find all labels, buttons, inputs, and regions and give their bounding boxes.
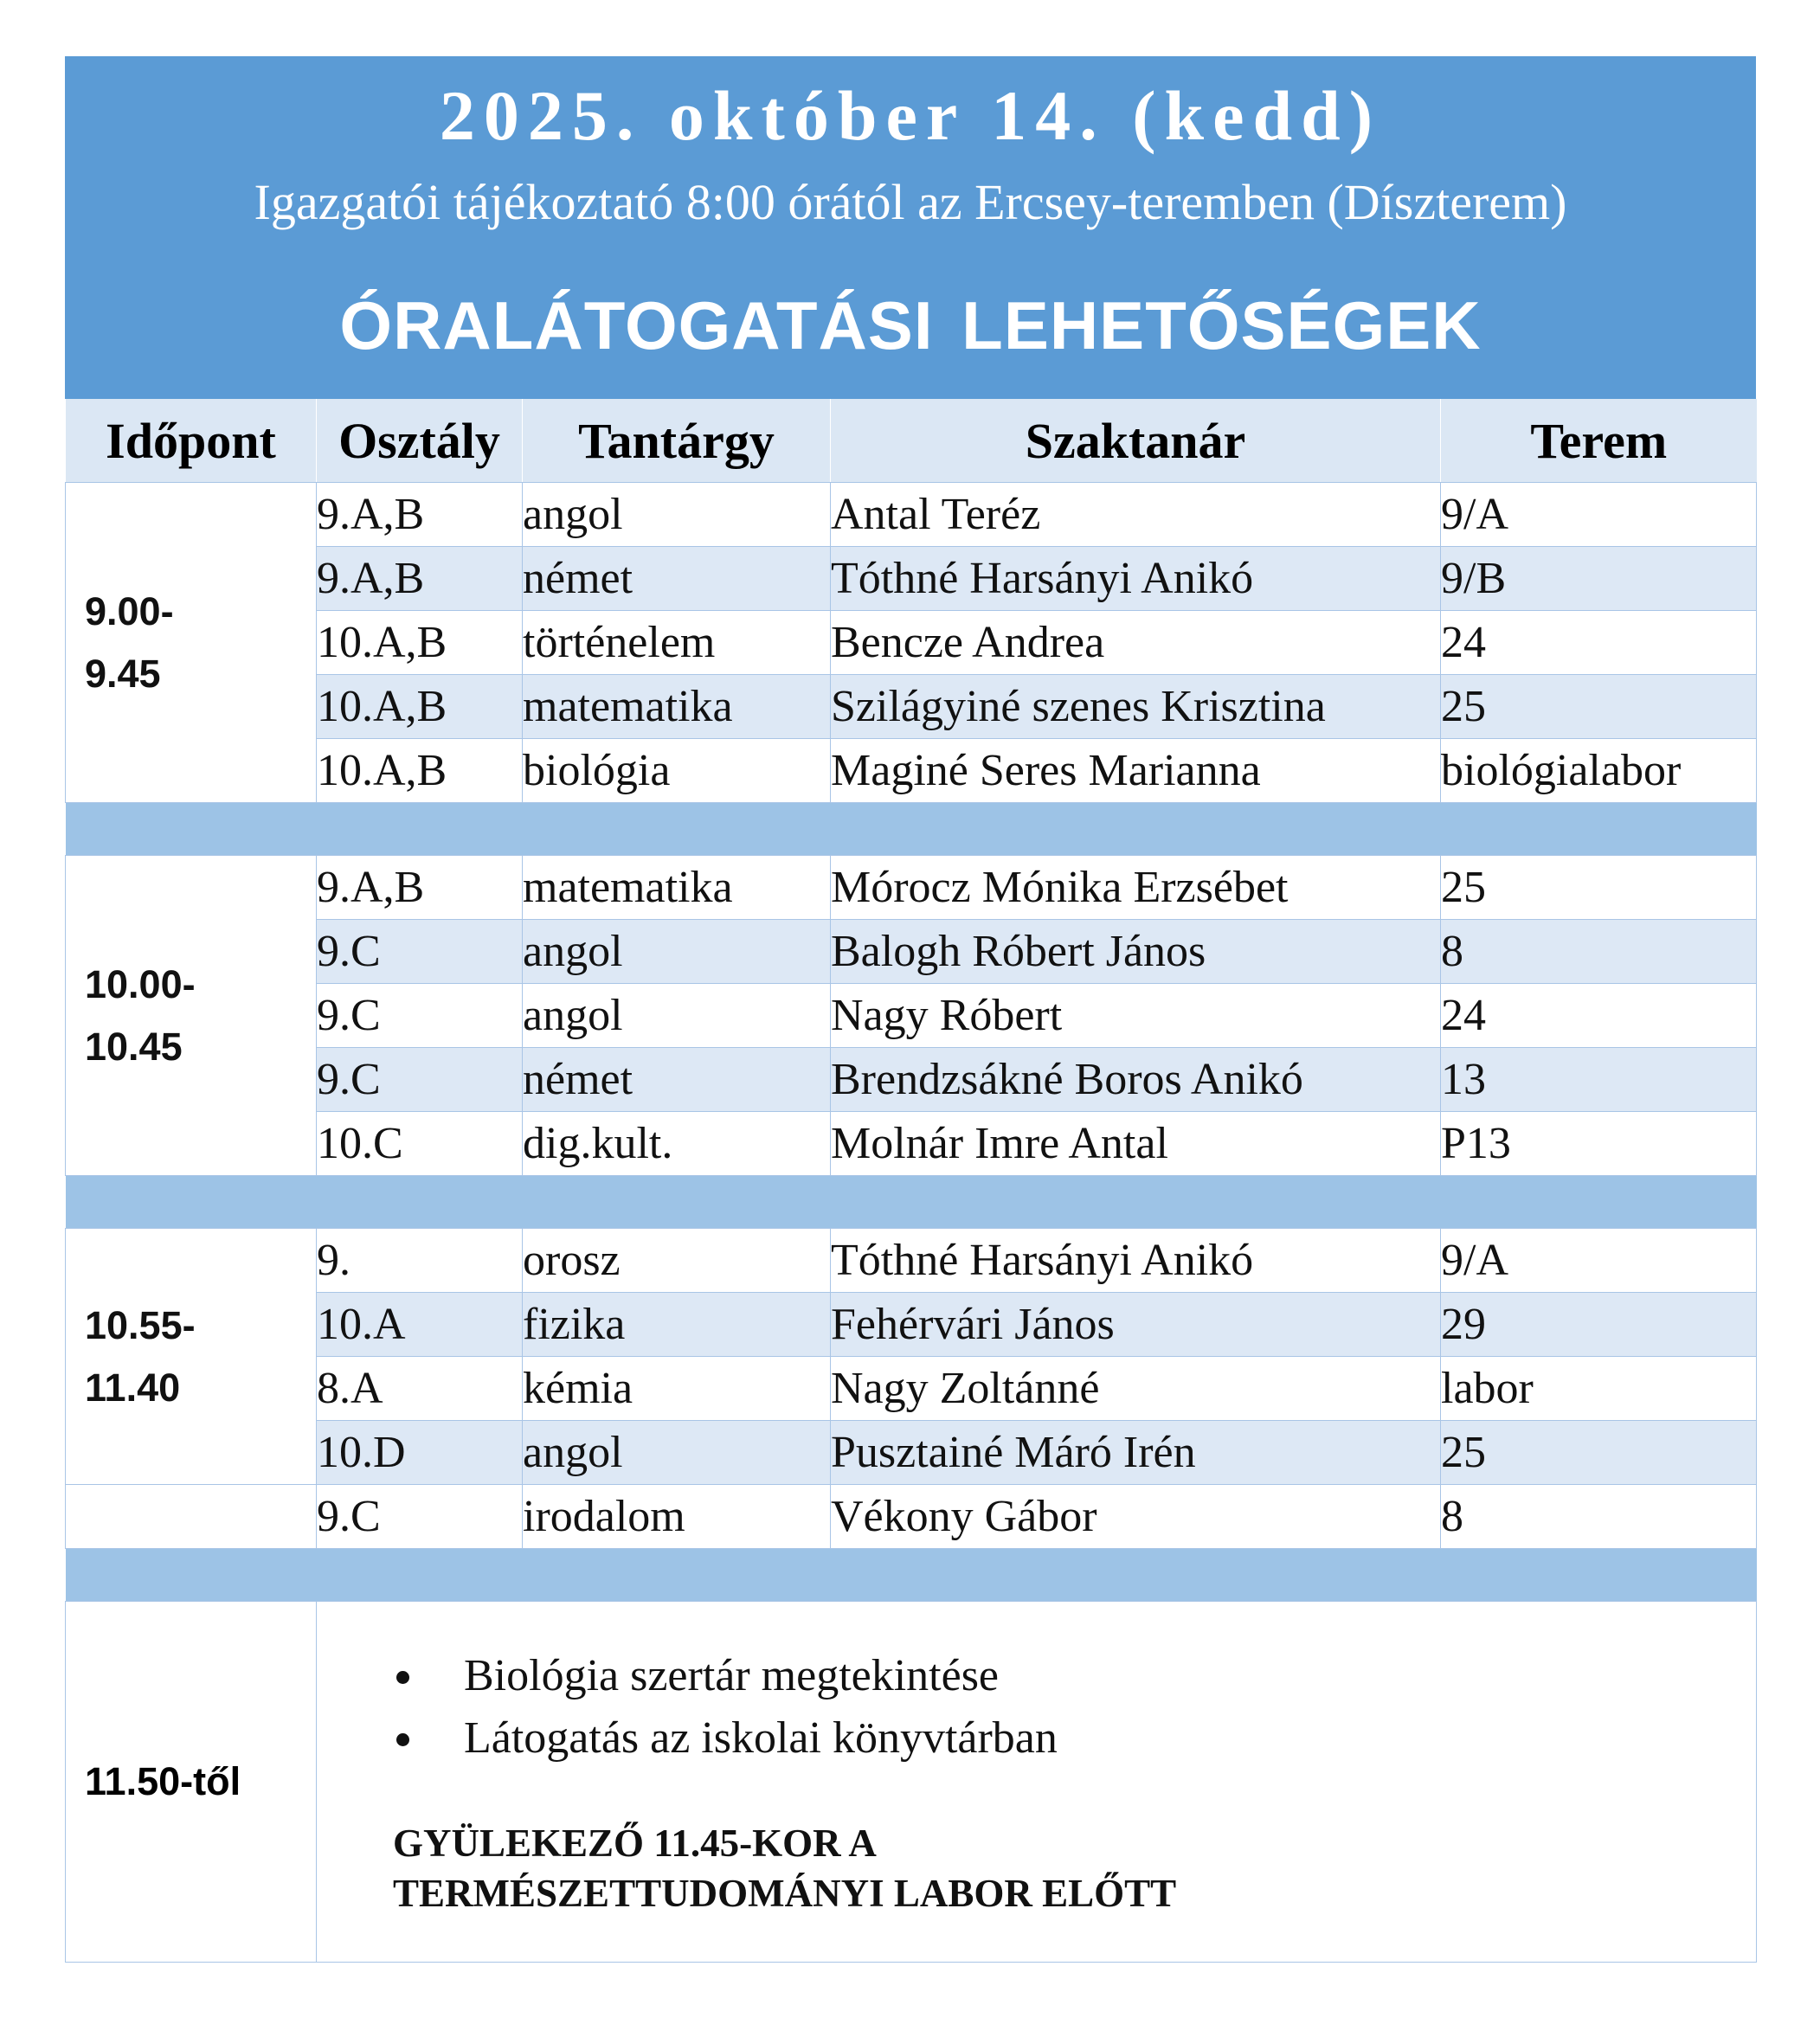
teacher-cell: Balogh Róbert János	[831, 920, 1441, 984]
list-item: Látogatás az iskolai könyvtárban	[396, 1707, 1058, 1770]
class-cell: 10.A	[317, 1293, 523, 1357]
room-cell: 25	[1441, 675, 1757, 739]
extra-program-table	[65, 1601, 1757, 1963]
header-banner	[65, 56, 1756, 399]
teacher-cell: Szilágyiné szenes Krisztina	[831, 675, 1441, 739]
page-title: ÓRALÁTOGATÁSI LEHETŐSÉGEK	[339, 287, 1482, 363]
class-cell: 10.A,B	[317, 611, 523, 675]
class-cell: 9.C	[317, 920, 523, 984]
teacher-cell: Vékony Gábor	[831, 1485, 1441, 1549]
subject-cell: német	[523, 547, 831, 611]
class-cell: 9.A,B	[317, 856, 523, 920]
table-row	[66, 1229, 1757, 1293]
table-row	[66, 984, 1757, 1048]
table-row	[66, 547, 1757, 611]
class-cell: 10.D	[317, 1421, 523, 1485]
class-cell: 9.A,B	[317, 483, 523, 547]
event-subtitle: Igazgatói tájékoztató 8:00 órától az Ercsey-teremben (Díszterem)	[254, 174, 1567, 230]
column-header-time: Időpont	[66, 399, 317, 482]
table-row	[66, 920, 1757, 984]
room-cell: 9/A	[1441, 483, 1757, 547]
teacher-cell: Fehérvári János	[831, 1293, 1441, 1357]
event-date: 2025. október 14. (kedd)	[439, 76, 1382, 155]
room-cell: 9/B	[1441, 547, 1757, 611]
room-cell: biológialabor	[1441, 739, 1757, 803]
subject-cell: dig.kult.	[523, 1112, 831, 1176]
table-row	[66, 739, 1757, 803]
teacher-cell: Bencze Andrea	[831, 611, 1441, 675]
class-cell: 8.A	[317, 1357, 523, 1421]
column-header-subject: Tantárgy	[523, 399, 831, 482]
room-cell: 24	[1441, 984, 1757, 1048]
time-slot-empty	[66, 1485, 317, 1549]
table-row	[66, 1357, 1757, 1421]
subject-cell: történelem	[523, 611, 831, 675]
class-cell: 10.C	[317, 1112, 523, 1176]
teacher-cell: Tóthné Harsányi Anikó	[831, 547, 1441, 611]
column-header-room: Terem	[1441, 399, 1757, 482]
column-header-class: Osztály	[317, 399, 523, 482]
subject-cell: matematika	[523, 675, 831, 739]
table-row	[66, 1293, 1757, 1357]
teacher-cell: Pusztainé Máró Irén	[831, 1421, 1441, 1485]
subject-cell: biológia	[523, 739, 831, 803]
teacher-cell: Tóthné Harsányi Anikó	[831, 1229, 1441, 1293]
room-cell: 8	[1441, 1485, 1757, 1549]
room-cell: 8	[1441, 920, 1757, 984]
class-cell: 10.A,B	[317, 675, 523, 739]
column-header-teacher: Szaktanár	[831, 399, 1441, 482]
class-cell: 9.A,B	[317, 547, 523, 611]
table-row	[66, 483, 1757, 547]
table-row	[66, 1421, 1757, 1485]
extra-program-cell	[317, 1602, 1757, 1963]
block-separator	[66, 803, 1757, 856]
subject-cell: kémia	[523, 1357, 831, 1421]
schedule-table	[65, 399, 1757, 482]
teacher-cell: Mórocz Mónika Erzsébet	[831, 856, 1441, 920]
extra-time: 11.50-től	[66, 1602, 317, 1963]
room-cell: 13	[1441, 1048, 1757, 1112]
block-separator	[66, 1549, 1757, 1602]
bullet-icon	[396, 1733, 409, 1746]
subject-cell: orosz	[523, 1229, 831, 1293]
time-slot: 9.00- 9.45	[66, 483, 317, 803]
bullet-icon	[396, 1671, 409, 1684]
room-cell: 9/A	[1441, 1229, 1757, 1293]
room-cell: 25	[1441, 1421, 1757, 1485]
class-cell: 9.	[317, 1229, 523, 1293]
table-row	[66, 1485, 1757, 1549]
class-cell: 9.C	[317, 1485, 523, 1549]
subject-cell: matematika	[523, 856, 831, 920]
teacher-cell: Antal Teréz	[831, 483, 1441, 547]
list-item: Biológia szertár megtekintése	[396, 1645, 1058, 1707]
table-row	[66, 611, 1757, 675]
teacher-cell: Maginé Seres Marianna	[831, 739, 1441, 803]
subject-cell: angol	[523, 984, 831, 1048]
table-row	[66, 1048, 1757, 1112]
table-row	[66, 675, 1757, 739]
room-cell: 24	[1441, 611, 1757, 675]
room-cell: P13	[1441, 1112, 1757, 1176]
time-slot: 10.55- 11.40	[66, 1229, 317, 1485]
meeting-note: GYÜLEKEZŐ 11.45-KOR A TERMÉSZETTUDOMÁNYI LABOR ELŐTT	[393, 1822, 1177, 1915]
class-cell: 9.C	[317, 1048, 523, 1112]
teacher-cell: Molnár Imre Antal	[831, 1112, 1441, 1176]
table-row	[66, 1112, 1757, 1176]
subject-cell: angol	[523, 920, 831, 984]
schedule-document	[65, 56, 1756, 1963]
teacher-cell: Nagy Róbert	[831, 984, 1441, 1048]
time-slot: 10.00- 10.45	[66, 856, 317, 1176]
subject-cell: angol	[523, 483, 831, 547]
teacher-cell: Nagy Zoltánné	[831, 1357, 1441, 1421]
teacher-cell: Brendzsákné Boros Anikó	[831, 1048, 1441, 1112]
table-header-row	[66, 399, 1757, 482]
subject-cell: irodalom	[523, 1485, 831, 1549]
class-cell: 10.A,B	[317, 739, 523, 803]
subject-cell: német	[523, 1048, 831, 1112]
subject-cell: fizika	[523, 1293, 831, 1357]
room-cell: labor	[1441, 1357, 1757, 1421]
schedule-body	[65, 482, 1757, 1601]
block-separator	[66, 1176, 1757, 1229]
room-cell: 25	[1441, 856, 1757, 920]
room-cell: 29	[1441, 1293, 1757, 1357]
class-cell: 9.C	[317, 984, 523, 1048]
table-row	[66, 856, 1757, 920]
subject-cell: angol	[523, 1421, 831, 1485]
extra-program-list	[396, 1645, 1058, 1770]
extra-program-row	[66, 1602, 1757, 1963]
